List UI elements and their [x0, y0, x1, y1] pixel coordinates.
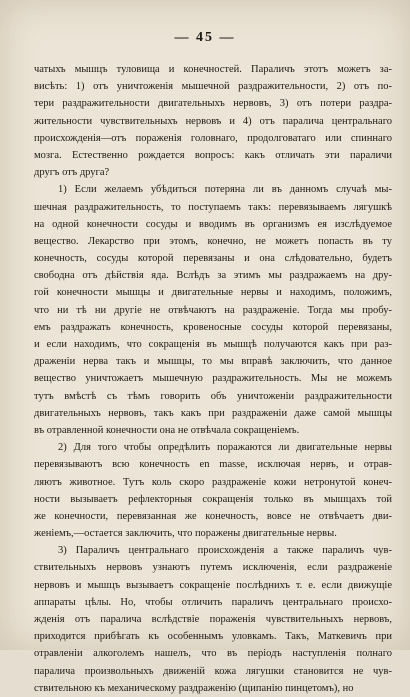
text-line: емъ раздражать конечность, кровеносные сосуды которой перевязаны,: [34, 321, 392, 333]
text-line: 2) Для того чтобы опредѣлить поражаются ли двигательные нервы: [58, 442, 392, 454]
text-line: на одной конечности сосуды и вводимъ въ организмъ ея изслѣдуемое: [34, 218, 392, 230]
text-line: перевязываютъ всю конечность en masse, исключая нервъ, и отрав-: [34, 459, 392, 471]
text-line: вещество уничтожаетъ мышечную раздражительность. Мы не можемъ: [34, 373, 392, 385]
paragraph: [34, 181, 392, 439]
text-line: тери раздражительности двигательныхъ нервовъ, 3) отъ потери раздра-: [34, 98, 392, 110]
text-line: же конечности, перевязанная же конечность, вовсе не отвѣчаетъ дви-: [34, 510, 392, 522]
text-line: другъ отъ друга?: [34, 167, 110, 179]
paragraph: [34, 61, 392, 181]
text-line: приходится прибѣгать къ особеннымъ уловкамъ. Такъ, Маткевичъ при: [34, 631, 392, 643]
text-line: шечная раздражительность, то поступаемъ такъ: перевязываемъ лягушкѣ: [34, 201, 392, 213]
text-line: вещество. Лекарство при этомъ, конечно, не можетъ попасть въ ту: [34, 235, 392, 247]
text-line: висѣть: 1) отъ уничтоженія мышечной раздражительности, 2) отъ по-: [34, 81, 392, 93]
text-line: свободна отъ дѣйствія яда. Вслѣдъ за этимъ мы раздражаемъ на дру-: [34, 270, 392, 282]
text-line: ствительною къ механическому раздраженію (щипанію пинцетомъ), но: [34, 682, 354, 694]
text-line: мозга. Естественно рождается вопросъ: какъ отличать эти параличи: [34, 149, 392, 161]
text-line: жденія отъ паралича вслѣдствіе пораженія чувствительныхъ нервовъ,: [34, 614, 392, 625]
text-line: ляютъ животное. Тутъ коль скоро раздраженіе кожи нетронутой конеч-: [34, 476, 392, 488]
text-line: отравленіи алкоголемъ нашелъ, что въ періодъ наступленія полнаго: [34, 648, 392, 660]
text-line: ности вызываетъ рефлекторныя сокращенія только въ мышцахъ той: [34, 493, 392, 505]
page-number: — 45 —: [174, 30, 236, 45]
text-line: что ни тѣ ни другіе не отвѣчаютъ на раздраженіе. Тогда мы пробу-: [34, 304, 392, 316]
text-line: нервовъ и мышцъ вызываетъ сокращеніе послѣднихъ т. е. если движущіе: [34, 579, 392, 591]
text-line: происхожденія—отъ пораженія головнаго, продолговатаго или спиннаго: [34, 132, 392, 144]
paragraph: [34, 439, 392, 542]
text-line: женіемъ,—остается заключить, что поражены двигательные нервы.: [34, 528, 337, 540]
text-line: гой конечности мышцы и двигательные нервы и находимъ, положимъ,: [34, 287, 392, 299]
text-line: 1) Если желаемъ убѣдиться потеряна ли въ данномъ случаѣ мы-: [58, 184, 392, 196]
text-line: 3) Параличъ центральнаго происхожденія а также параличъ чув-: [58, 545, 392, 557]
body-text: [34, 61, 392, 697]
text-line: двигательныхъ нервовъ, такъ какъ при раздраженіи даже самой мышцы: [34, 407, 392, 419]
text-line: тутъ вмѣстѣ съ тѣмъ говорить объ уничтоженіи раздражительности: [34, 390, 392, 402]
text-line: драженіи нерва такъ и мышцы, то мы вправѣ заключить, что данное: [34, 356, 392, 368]
text-line: жительности чувствительныхъ нервовъ и 4) отъ паралича центральнаго: [34, 115, 392, 127]
text-line: конечность, сосуды которой перевязаны и она слѣдовательно, будетъ: [34, 253, 392, 265]
text-line: въ отравленной конечности она не отвѣчала сокращеніемъ.: [34, 424, 300, 436]
text-line: паралича произвольныхъ движеній кожа лягушки становится не чув-: [34, 665, 392, 677]
text-line: и если находимъ, что сокращенія въ мышцѣ получаются какъ при раз-: [34, 339, 392, 350]
text-line: аппараты цѣлы. Но, чтобы отличить параличъ центральнаго происхо-: [34, 596, 392, 608]
text-line: чатыхъ мышцъ туловища и конечностей. Параличъ этотъ можетъ за-: [34, 64, 392, 75]
paragraph: [34, 542, 392, 697]
text-line: ствительныхъ нервовъ узнаютъ путемъ исключенія, если раздраженіе: [34, 562, 392, 574]
